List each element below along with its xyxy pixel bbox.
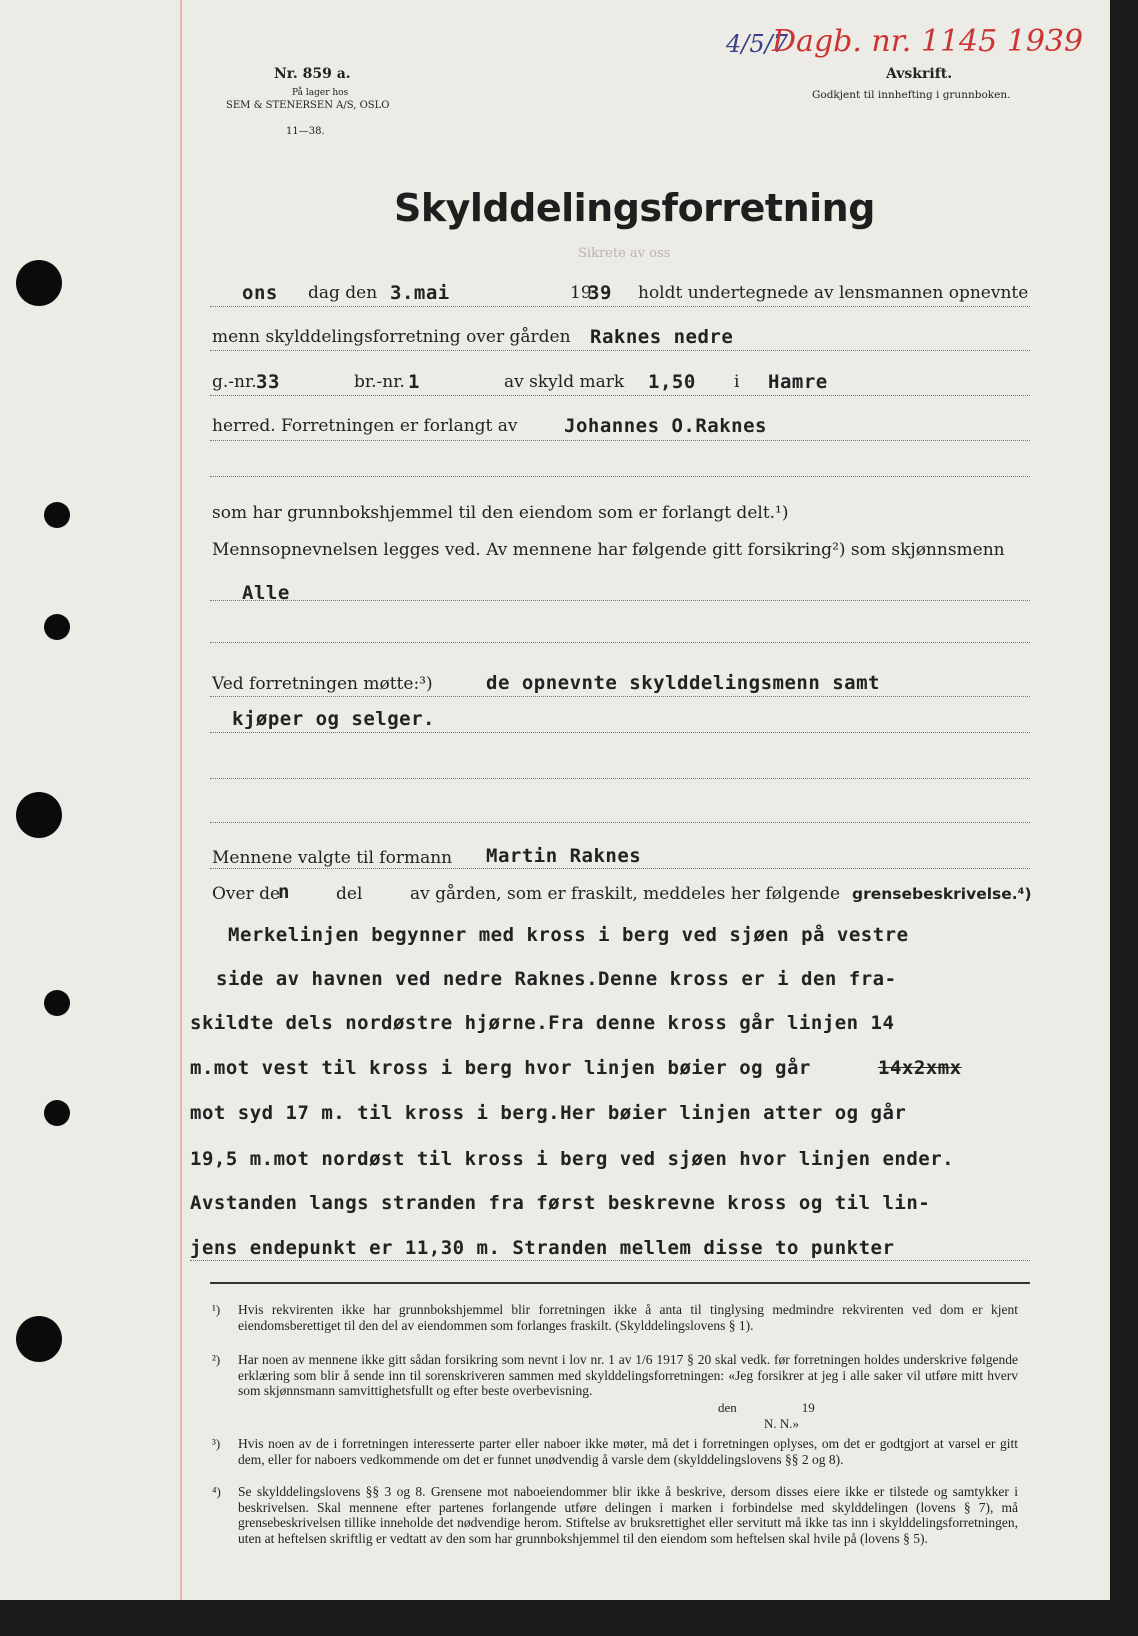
gnr-label: g.-nr. bbox=[212, 372, 257, 392]
footnote-signature: N. N.» bbox=[764, 1416, 800, 1431]
over-field: n bbox=[278, 881, 290, 903]
dotted-line bbox=[210, 868, 1030, 869]
dotted-line bbox=[190, 1260, 1030, 1261]
dotted-line bbox=[210, 440, 1030, 441]
description-line: m.mot vest til kross i berg hvor linjen bøier og går bbox=[190, 1057, 811, 1079]
punch-hole bbox=[44, 990, 70, 1016]
punch-hole bbox=[44, 614, 70, 640]
requester-field: Johannes O.Raknes bbox=[564, 415, 767, 437]
footnote-date-line: den 19 bbox=[718, 1400, 815, 1415]
farm-name: Raknes nedre bbox=[590, 326, 734, 348]
footnote-text: Se skylddelingslovens §§ 3 og 8. Grensene mot naboeiendommer blir ikke å beskrive, dersom disses eiere ikke er tilstede og samtykker i beskrivelsen. Skal mennene efter partenes forlangende utføre delingen i marken i forbindelse med skylddelingen (lovens § 7), må grensebeskrivelsen tillike inneholde det nødvendige herom. Stiftelse av bruksrettighet eller servitutt må ikke tas inn i skylddelingsforretningen, uten at heftelsen skriftlig er vedtatt av den som har grunnbokshjemmel til den eiendom som heftelsen skal hvile på (lovens § 5). bbox=[238, 1484, 1018, 1546]
description-line: mot syd 17 m. til kross i berg.Her bøier linjen atter og går bbox=[190, 1102, 907, 1124]
holdt-text: holdt undertegnede av lensmannen opnevnte bbox=[638, 283, 1029, 303]
grunnbok-text: som har grunnbokshjemmel til den eiendom som er forlangt delt.¹) bbox=[212, 503, 789, 523]
year-field: 39 bbox=[588, 282, 612, 304]
dotted-line bbox=[210, 778, 1030, 779]
motte-line-2: kjøper og selger. bbox=[232, 708, 435, 730]
punch-hole bbox=[16, 260, 62, 306]
margin-mark: 4/5/7 bbox=[726, 30, 788, 58]
footnote-number: ¹) bbox=[212, 1302, 221, 1317]
weekday-field: ons bbox=[242, 282, 278, 304]
publisher-name: SEM & STENERSEN A/S, OSLO bbox=[226, 100, 390, 111]
footnote-separator bbox=[210, 1282, 1030, 1284]
mennsop-text: Mennsopnevnelsen legges ved. Av mennene har følgende gitt forsikring²) som skjønnsmenn bbox=[212, 540, 1005, 560]
date-field: 3.mai bbox=[390, 282, 450, 304]
motte-label: Ved forretningen møtte:³) bbox=[212, 674, 433, 694]
del-label: del bbox=[336, 884, 363, 904]
description-line: side av havnen ved nedre Raknes.Denne kross er i den fra- bbox=[216, 968, 897, 990]
gnr-field: 33 bbox=[256, 371, 280, 393]
date-code: 11—38. bbox=[286, 126, 325, 137]
punch-hole bbox=[16, 792, 62, 838]
menn-text: menn skylddelingsforretning over gården bbox=[212, 327, 571, 347]
dag-den-label: dag den bbox=[308, 283, 378, 303]
description-line: 19,5 m.mot nordøst til kross i berg ved sjøen hvor linjen ender. bbox=[190, 1148, 955, 1170]
over-label: Over de bbox=[212, 884, 281, 904]
brnr-label: br.-nr. bbox=[354, 372, 405, 392]
description-line: Merkelinjen begynner med kross i berg ved sjøen på vestre bbox=[228, 924, 909, 946]
footnote-number: ²) bbox=[212, 1352, 221, 1367]
municipality-field: Hamre bbox=[768, 371, 828, 393]
publisher-line: På lager hos bbox=[292, 88, 349, 98]
formann-field: Martin Raknes bbox=[486, 845, 642, 867]
journal-stamp: Dagb. nr. 1145 1939 bbox=[772, 24, 1084, 59]
dotted-line bbox=[210, 476, 1030, 477]
description-line: jens endepunkt er 11,30 m. Stranden mellem disse to punkter bbox=[190, 1237, 895, 1259]
av-garden-text: av gården, som er fraskilt, meddeles her følgende bbox=[410, 884, 841, 904]
footnote-number: ⁴) bbox=[212, 1484, 221, 1499]
footnote-text: Har noen av mennene ikke gitt sådan forsikring som nevnt i lov nr. 1 av 1/6 1917 § 20 skal vedk. før forretningen holdes underskrive følgende erklæring som blir å sende inn til sorenskriveren sammen med skylddelingsforretningen: «Jeg forsikrer at jeg i alle saker vil utføre mitt hverv som skjønnsmann samvittighetsfullt og efter beste overbevisning. bbox=[238, 1352, 1018, 1398]
skyld-label: av skyld mark bbox=[504, 372, 625, 392]
punch-hole bbox=[44, 502, 70, 528]
motte-line-1: de opnevnte skylddelingsmenn samt bbox=[486, 672, 880, 694]
punch-hole bbox=[44, 1100, 70, 1126]
dotted-line bbox=[210, 600, 1030, 601]
form-number: Nr. 859 a. bbox=[274, 66, 351, 82]
brnr-field: 1 bbox=[408, 371, 420, 393]
dotted-line bbox=[210, 732, 1030, 733]
dotted-line bbox=[210, 822, 1030, 823]
dotted-line bbox=[210, 696, 1030, 697]
herred-text: herred. Forretningen er forlangt av bbox=[212, 416, 518, 436]
year-prefix: 19 bbox=[570, 283, 592, 303]
description-line: Avstanden langs stranden fra først beskrevne kross og til lin- bbox=[190, 1192, 931, 1214]
dotted-line bbox=[210, 350, 1030, 351]
grense-label: grensebeskrivelse.⁴) bbox=[852, 885, 1032, 903]
skjonnsmenn-field: Alle bbox=[242, 582, 290, 604]
footnote-text: Hvis noen av de i forretningen interesserte parter eller naboer ikke møter, må det i forretningen oplyses, om det er godtgjort at varsel er gitt dem, eller for naboers vedkommende om det er funnet unødvendig å varsle dem (skylddelingslovens §§ 2 og 8). bbox=[238, 1436, 1018, 1467]
mark-field: 1,50 bbox=[648, 371, 696, 393]
avskrift-label: Avskrift. bbox=[886, 66, 953, 82]
description-line: skildte dels nordøstre hjørne.Fra denne kross går linjen 14 bbox=[190, 1012, 895, 1034]
dotted-line bbox=[210, 642, 1030, 643]
struck-text: 14x2xmx bbox=[878, 1057, 962, 1079]
dotted-line bbox=[210, 395, 1030, 396]
page-title: Skylddelingsforretning bbox=[394, 186, 875, 230]
footnote-text: Hvis rekvirenten ikke har grunnbokshjemmel blir forretningen ikke å anta til tinglysing medmindre rekvirenten ved dom er kjent eiendomsberettiget til den del av eiendommen som forlanges fraskilt. (Skylddelingslovens § 1). bbox=[238, 1302, 1018, 1333]
punch-hole bbox=[16, 1316, 62, 1362]
formann-label: Mennene valgte til formann bbox=[212, 848, 453, 868]
faint-stamp: Sikrete av oss bbox=[578, 246, 671, 261]
dotted-line bbox=[210, 306, 1030, 307]
i-label: i bbox=[734, 372, 740, 392]
footnote-number: ³) bbox=[212, 1436, 221, 1451]
margin-line bbox=[180, 0, 182, 1600]
approval-note: Godkjent til innhefting i grunnboken. bbox=[812, 89, 1011, 101]
